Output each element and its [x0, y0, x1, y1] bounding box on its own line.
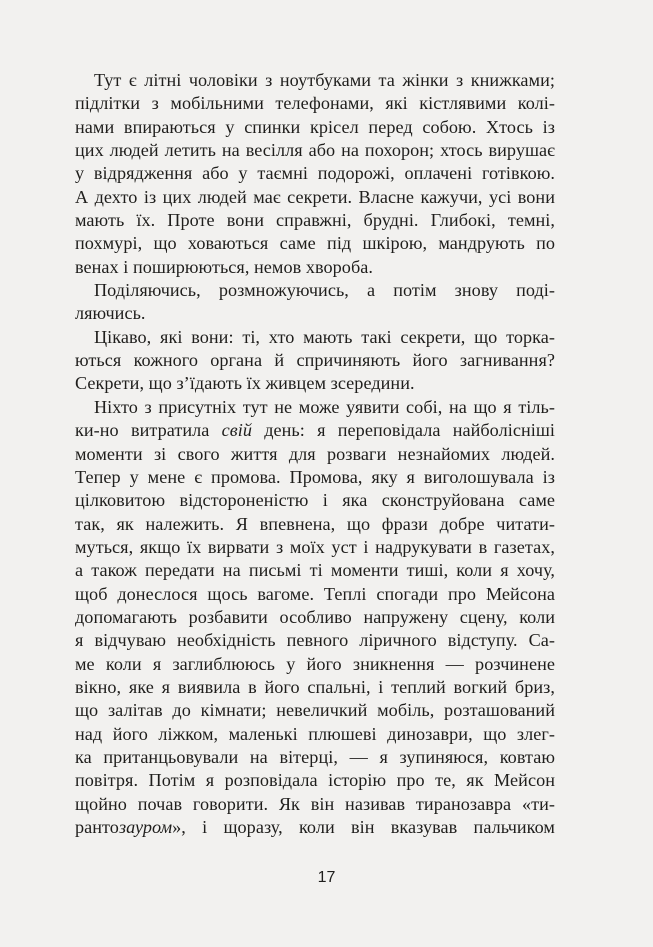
- text-line: цілковитою відстороненістю і яка сконструйована саме: [75, 490, 555, 511]
- text-line: так, як належить. Я впевнена, що фрази добре читати-: [75, 513, 555, 534]
- italic-emphasis: свій: [221, 420, 252, 441]
- text-line: венах і поширюються, немов хвороба.: [75, 256, 373, 277]
- text-run: ки-но витратила: [75, 420, 222, 441]
- page-number: 17: [317, 869, 336, 886]
- body-text: [75, 69, 555, 839]
- text-line: повітря. Потім я розповідала історію про те, як Мейсон: [75, 770, 555, 791]
- text-line: А дехто із цих людей має секрети. Власне кажучи, усі вони: [75, 186, 555, 207]
- text-line: мають їх. Проте вони справжні, брудні. Глибокі, темні,: [75, 210, 555, 231]
- text-line: Ніхто з присутніх тут не може уявити собі, на що я тіль-: [94, 396, 555, 417]
- text-line: що залітав до кімнати; невеличкий мобіль, розташований: [75, 700, 555, 721]
- text-line: щоб донеслося щось вагоме. Теплі спогади про Мейсона: [75, 583, 555, 604]
- text-line: над його ліжком, маленькі плюшеві динозаври, що злег-: [75, 723, 555, 744]
- text-line: [75, 419, 555, 442]
- text-line: Тепер у мене є промова. Промова, яку я виголошувала із: [75, 466, 555, 487]
- text-line: а також передати на письмі ті моменти тиші, коли я хочу,: [75, 560, 555, 581]
- text-line: похмурі, що ховаються саме під шкірою, мандрують по: [75, 233, 555, 254]
- text-line: Тут є літні чоловіки з ноутбуками та жінки з книжками;: [94, 70, 555, 90]
- text-line: нами впираються у спинки крісел перед собою. Хтось із: [75, 116, 555, 137]
- text-run: ранто: [75, 817, 119, 837]
- text-line: Поділяючись, розмножуючись, а потім знову поді-: [94, 280, 555, 301]
- text-line: моменти зі свого життя для розваги незнайомих людей.: [75, 443, 555, 464]
- text-line: ються кожного органа й спричиняють його загнивання?: [75, 350, 555, 371]
- text-line: [75, 816, 555, 839]
- text-line: ме коли я заглиблююсь у його зникнення — розчинене: [75, 653, 555, 674]
- text-run: день: я переповідала найболісніші: [251, 420, 555, 441]
- text-line: вікно, яке я виявила в його спальні, і теплий вогкий бриз,: [75, 676, 555, 697]
- text-line: муться, якщо їх вирвати з моїх уст і надрукувати в газетах,: [75, 536, 555, 557]
- text-line: допомагають розбавити особливо напружену сцену, коли: [75, 606, 555, 627]
- text-line: щойно почав говорити. Як він називав тиранозавра «ти-: [75, 793, 555, 814]
- italic-emphasis: зауром: [118, 817, 173, 837]
- text-line: ка пританцьовували на вітерці, — я зупиняюся, ковтаю: [75, 746, 555, 767]
- text-run: », і щоразу, коли він вказував пальчиком: [172, 817, 555, 837]
- text-line: Цікаво, які вони: ті, хто мають такі секрети, що торка-: [94, 326, 555, 347]
- text-line: у відрядження або у таємні подорожі, оплачені готівкою.: [75, 163, 555, 184]
- text-line: ляючись.: [75, 303, 146, 324]
- text-line: підлітки з мобільними телефонами, які кістлявими колі-: [75, 93, 555, 114]
- text-line: Секрети, що з’їдають їх живцем зсередини.: [75, 373, 415, 394]
- text-line: цих людей летить на весілля або на похорон; хтось вирушає: [75, 140, 555, 161]
- text-line: я відчуваю необхідність певного ліричного відступу. Са-: [75, 630, 555, 651]
